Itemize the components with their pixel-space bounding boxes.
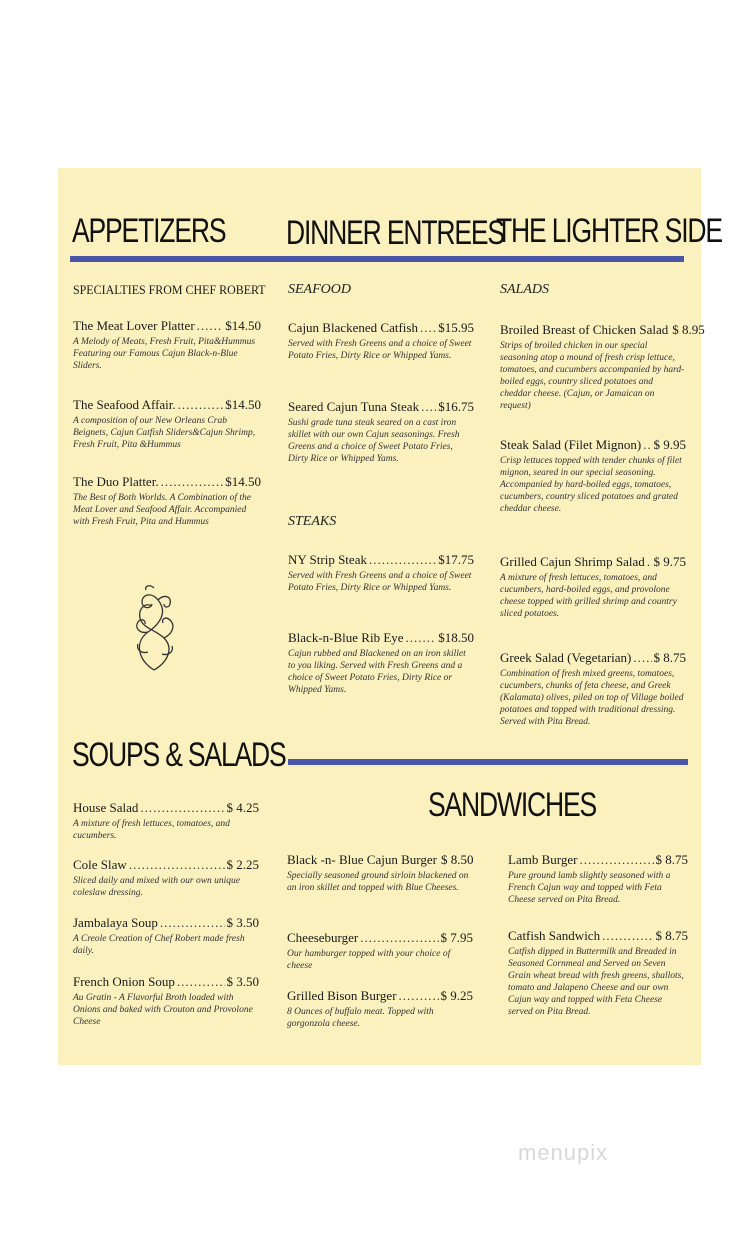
soups-salads-heading: SOUPS & SALADS <box>72 736 286 774</box>
item-name: The Meat Lover Platter <box>73 318 195 333</box>
lighter-side-heading: THE LIGHTER SIDE <box>496 212 722 250</box>
item-description: Catfish dipped in Buttermilk and Breaded in Seasoned Cornmeal and Served on Seven Grain wheat bread with fresh greens, shallots, tomato and Jalapeno Cheese and our own Cajun way and topped with Feta Cheese served on Pita Bread. <box>508 947 684 1017</box>
menu-item <box>500 322 705 412</box>
item-description: A mixture of fresh lettuces, tomatoes, and cucumbers, hard-boiled eggs, and provolone cheese topped with grilled shrimp and country sliced potatoes. <box>500 573 677 619</box>
menu-item <box>500 554 686 620</box>
item-description: 8 Ounces of buffalo meat. Topped with gorgonzola cheese. <box>287 1007 434 1029</box>
item-name: Lamb Burger <box>508 852 578 867</box>
item-name: NY Strip Steak <box>288 552 367 567</box>
item-name: Catfish Sandwich <box>508 928 601 943</box>
item-description: Crisp lettuces topped with tender chunks of filet mignon, seared in our special seasoning. Accompanied by hard-boiled eggs, tomatoes, cucumbers, country sliced potatoes and grated cheddar cheese. <box>500 456 682 514</box>
steaks-subheading: STEAKS <box>288 514 337 529</box>
dinner-entrees-heading: DINNER ENTREES <box>286 214 504 252</box>
item-description: Served with Fresh Greens and a choice of Sweet Potato Fries, Dirty Rice or Whipped Yams. <box>288 339 472 361</box>
item-description: Pure ground lamb slightly seasoned with a French Cajun way and topped with Feta Cheese served on Pita Bread. <box>508 871 671 905</box>
menu-item <box>500 437 686 515</box>
item-price: $ 7.95 <box>440 930 473 945</box>
item-name: The Seafood Affair. <box>73 397 176 412</box>
menu-item <box>287 852 473 894</box>
item-price: $17.75 <box>438 552 474 567</box>
sandwiches-divider <box>288 759 688 765</box>
menu-item <box>73 474 261 528</box>
item-name: Steak Salad (Filet Mignon) <box>500 437 642 452</box>
item-price: $15.95 <box>438 320 474 335</box>
item-name: House Salad <box>73 800 139 815</box>
menu-item <box>287 988 473 1030</box>
item-description: Served with Fresh Greens and a choice of Sweet Potato Fries, Dirty Rice or Whipped Yams. <box>288 571 472 593</box>
menu-item <box>508 852 688 906</box>
item-name: Cajun Blackened Catfish <box>288 320 418 335</box>
item-name: Grilled Bison Burger <box>287 988 397 1003</box>
item-name: Seared Cajun Tuna Steak <box>288 399 420 414</box>
menu-item <box>508 928 688 1018</box>
item-price: $14.50 <box>225 318 261 333</box>
flourish-ornament-icon <box>128 582 180 674</box>
item-description: Sushi grade tuna steak seared on a cast iron skillet with our own Cajun seasonings. Fresh Greens and a choice of Sweet Potato Fries, Dirty Rice or Whipped Yams. <box>288 418 460 464</box>
item-description: A mixture of fresh lettuces, tomatoes, and cucumbers. <box>73 819 230 841</box>
item-description: A Creole Creation of Chef Robert made fresh daily. <box>73 934 245 956</box>
seafood-subheading: SEAFOOD <box>288 282 351 297</box>
item-description: Au Gratin - A Flavorful Broth loaded with Onions and baked with Crouton and Provolone Cheese <box>73 993 253 1027</box>
menu-item <box>287 930 473 972</box>
chef-specialties-label: SPECIALTIES FROM CHEF ROBERT <box>73 282 266 297</box>
item-name: Cole Slaw <box>73 857 127 872</box>
item-price: $ 4.25 <box>226 800 259 815</box>
item-price: $14.50 <box>225 474 261 489</box>
item-description: Specially seasoned ground sirloin blackened on an iron skillet and topped with Blue Cheeses. <box>287 871 469 893</box>
item-price: $ 3.50 <box>226 974 259 989</box>
menu-item <box>73 915 259 957</box>
item-price: $ 2.25 <box>226 857 259 872</box>
item-price: $14.50 <box>225 397 261 412</box>
item-name: Black -n- Blue Cajun Burger <box>287 852 437 867</box>
item-description: A composition of our New Orleans Crab Beignets, Cajun Catfish Sliders&Cajun Shrimp, Fresh Fruit, Pita &Hummus <box>73 416 256 450</box>
menu-item <box>73 857 259 899</box>
item-name: Broiled Breast of Chicken Salad <box>500 322 669 337</box>
item-price: $ 8.50 <box>440 852 474 867</box>
item-name: Jambalaya Soup <box>73 915 158 930</box>
item-name: Black-n-Blue Rib Eye <box>288 630 404 645</box>
item-description: The Best of Both Worlds. A Combination of the Meat Lover and Seafood Affair. Accompanied with Fresh Fruit, Pita and Hummus <box>73 493 251 527</box>
menu-item <box>73 974 259 1028</box>
item-price: $ 9.75 <box>653 554 686 569</box>
sandwiches-heading: SANDWICHES <box>428 786 597 824</box>
menu-item <box>288 552 474 594</box>
item-price: $ 3.50 <box>226 915 259 930</box>
menu-item <box>500 650 686 728</box>
menu-item <box>288 399 474 465</box>
item-price: $18.50 <box>438 630 474 645</box>
item-price: $ 9.95 <box>653 437 686 452</box>
appetizers-heading: APPETIZERS <box>72 212 226 250</box>
item-price: $ 8.75 <box>655 852 688 867</box>
item-name: The Duo Platter. <box>73 474 159 489</box>
menupix-watermark: menupix <box>518 1140 609 1165</box>
item-description: Sliced daily and mixed with our own unique coleslaw dressing. <box>73 876 241 898</box>
item-description: A Melody of Meats, Fresh Fruit, Pita&Hummus Featuring our Famous Cajun Black-n-Blue Sliders. <box>73 337 256 371</box>
menu-item <box>73 800 259 842</box>
item-price: $ 8.75 <box>655 928 688 943</box>
item-price: $ 8.95 <box>672 322 705 337</box>
menu-item <box>73 397 261 451</box>
item-price: $ 8.75 <box>653 650 686 665</box>
salads-subheading: SALADS <box>500 282 549 297</box>
item-name: French Onion Soup <box>73 974 175 989</box>
item-name: Cheeseburger <box>287 930 359 945</box>
item-description: Cajun rubbed and Blackened on an iron skillet to you liking. Served with Fresh Greens and a choice of Sweet Potato Fries, Dirty Rice or Whipped Yams. <box>288 649 466 695</box>
item-description: Strips of broiled chicken in our special seasoning atop a mound of fresh crisp lettuce, tomatoes, and cucumbers accompanied by hard-boiled eggs, country sliced potatoes and cheddar cheese. (Cajun, or Jamaican on request) <box>500 341 685 411</box>
top-divider <box>70 256 684 262</box>
item-price: $ 9.25 <box>440 988 473 1003</box>
menu-item <box>288 630 474 696</box>
item-description: Combination of fresh mixed greens, tomatoes, cucumbers, chunks of feta cheese, and Greek (Kalamata) olives, piled on top of Village boiled potatoes and topped with traditional dressing. Served with Pita Bread. <box>500 669 684 727</box>
menu-item <box>73 318 261 372</box>
item-description: Our hamburger topped with your choice of cheese <box>287 949 451 971</box>
item-name: Grilled Cajun Shrimp Salad <box>500 554 645 569</box>
item-name: Greek Salad (Vegetarian) <box>500 650 632 665</box>
menu-item <box>288 320 474 362</box>
item-price: $16.75 <box>438 399 474 414</box>
